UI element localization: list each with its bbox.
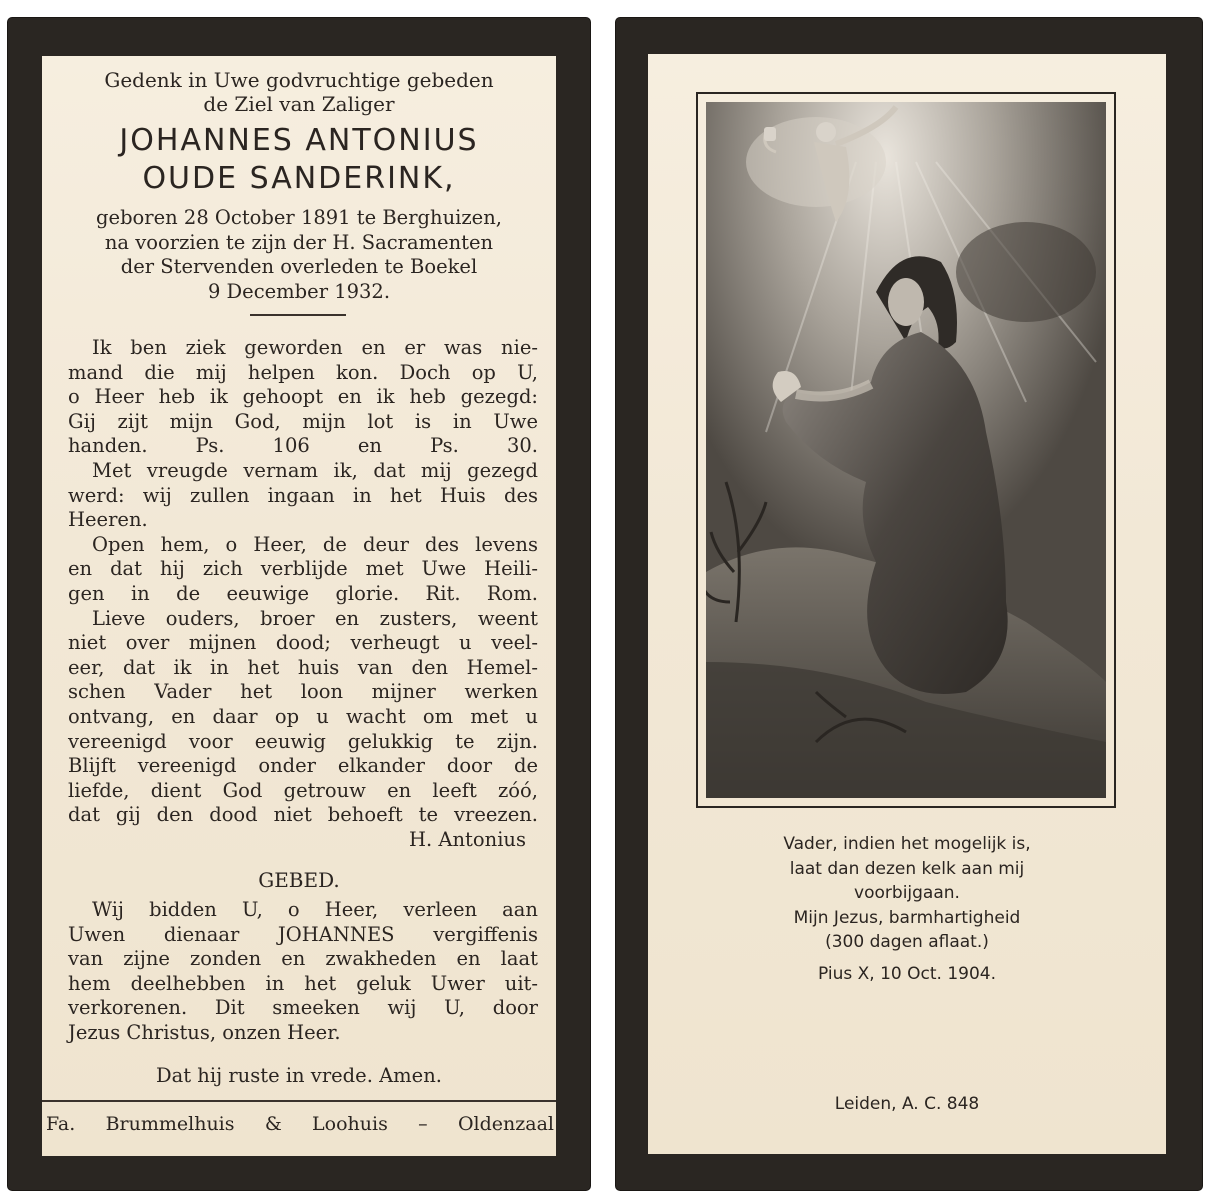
name-line: OUDE SANDERINK,	[142, 161, 456, 196]
text-line: Blijft vereenigd onder elkander door de	[68, 754, 538, 778]
prayer-text	[42, 898, 556, 1046]
publisher-imprint: Leiden, A. C. 848	[834, 1094, 980, 1114]
text-panel	[42, 56, 556, 1156]
birth-death-details	[42, 206, 556, 304]
text-line: werd: wij zullen ingaan in het Huis des	[68, 483, 538, 507]
prayer-title: GEBED.	[258, 868, 340, 892]
text-line: Lieve ouders, broer en zusters, weent	[92, 606, 538, 630]
text-line: Met vreugde vernam ik, dat mij gezegd	[92, 458, 538, 482]
text-line: mand die mij helpen kon. Doch op U,	[68, 360, 538, 384]
printer-imprint	[42, 1112, 556, 1136]
indulgence-source: Pius X, 10 Oct. 1904.	[818, 964, 996, 984]
details-line: geboren 28 October 1891 te Berghuizen,	[96, 206, 502, 229]
image-panel	[648, 54, 1166, 1154]
details-line: 9 December 1932.	[207, 279, 391, 303]
memorial-card-image-side	[616, 18, 1202, 1190]
text-line: Jezus Christus, onzen Heer.	[68, 1020, 341, 1044]
deceased-name	[42, 122, 556, 198]
text-line: hem deelhebben in het geluk Uwer uit-	[68, 971, 538, 995]
praying-christ-image	[706, 102, 1106, 798]
scripture-text	[42, 336, 556, 852]
text-line: vereenigd voor eeuwig gelukkig te zijn.	[68, 729, 538, 753]
devotional-illustration	[706, 102, 1106, 798]
text-line: Ik ben ziek geworden en er was nie-	[92, 336, 538, 359]
caption-line: Mijn Jezus, barmhartigheid	[793, 907, 1021, 928]
name-line: JOHANNES ANTONIUS	[119, 123, 479, 158]
text-line: Gij zijt mijn God, mijn lot is in Uwe	[68, 409, 538, 433]
text-line: schen Vader het loon mijner werken	[68, 680, 538, 704]
details-line: na voorzien te zijn der H. Sacramenten	[104, 230, 494, 254]
caption-line: voorbijgaan.	[854, 883, 960, 903]
text-line: eer, dat ik in het huis van den Hemel-	[68, 655, 538, 679]
footer-divider	[42, 1100, 556, 1102]
text-line: Heeren.	[68, 508, 148, 532]
text-line: niet over mijnen dood; verheugt u veel-	[68, 631, 538, 655]
text-line: en dat hij zich verblijde met Uwe Heili-	[68, 557, 538, 581]
caption-line: Vader, indien het mogelijk is,	[783, 834, 1031, 854]
text-line: verkorenen. Dit smeeken wij U, door	[68, 996, 538, 1020]
text-line: handen. Ps. 106 en Ps. 30.	[68, 434, 538, 458]
caption-line: laat dan dezen kelk aan mij	[789, 858, 1025, 879]
header-line: de Ziel van Zaliger	[203, 92, 395, 116]
header	[42, 68, 556, 116]
image-frame	[696, 92, 1116, 808]
text-line: Uwen dienaar JOHANNES vergiffenis	[68, 922, 538, 946]
text-line: Open hem, o Heer, de deur des levens	[92, 532, 538, 556]
closing-line: Dat hij ruste in vrede. Amen.	[156, 1064, 442, 1087]
text-line: dat gij den dood niet behoeft te vreezen.	[68, 803, 538, 827]
prayer-caption	[648, 832, 1166, 955]
header-line: Gedenk in Uwe godvruchtige gebeden	[104, 68, 494, 92]
text-line: o Heer heb ik gehoopt en ik heb gezegd:	[68, 385, 538, 409]
printer-line: Fa. Brummelhuis & Loohuis – Oldenzaal	[46, 1113, 554, 1135]
details-line: der Stervenden overleden te Boekel	[120, 255, 478, 278]
caption-line: (300 dagen aflaat.)	[825, 932, 989, 952]
text-line: gen in de eeuwige glorie. Rit. Rom.	[68, 581, 538, 605]
text-line: liefde, dient God getrouw en leeft zóó,	[68, 778, 538, 802]
text-line: van zijne zonden en zwakheden en laat	[68, 947, 538, 971]
text-line: ontvang, en daar op u wacht om met u	[68, 704, 538, 728]
divider	[250, 314, 346, 316]
memorial-card-text-side	[8, 18, 590, 1190]
text-line: H. Antonius	[409, 827, 526, 851]
text-line: Wij bidden U, o Heer, verleen aan	[92, 898, 538, 921]
